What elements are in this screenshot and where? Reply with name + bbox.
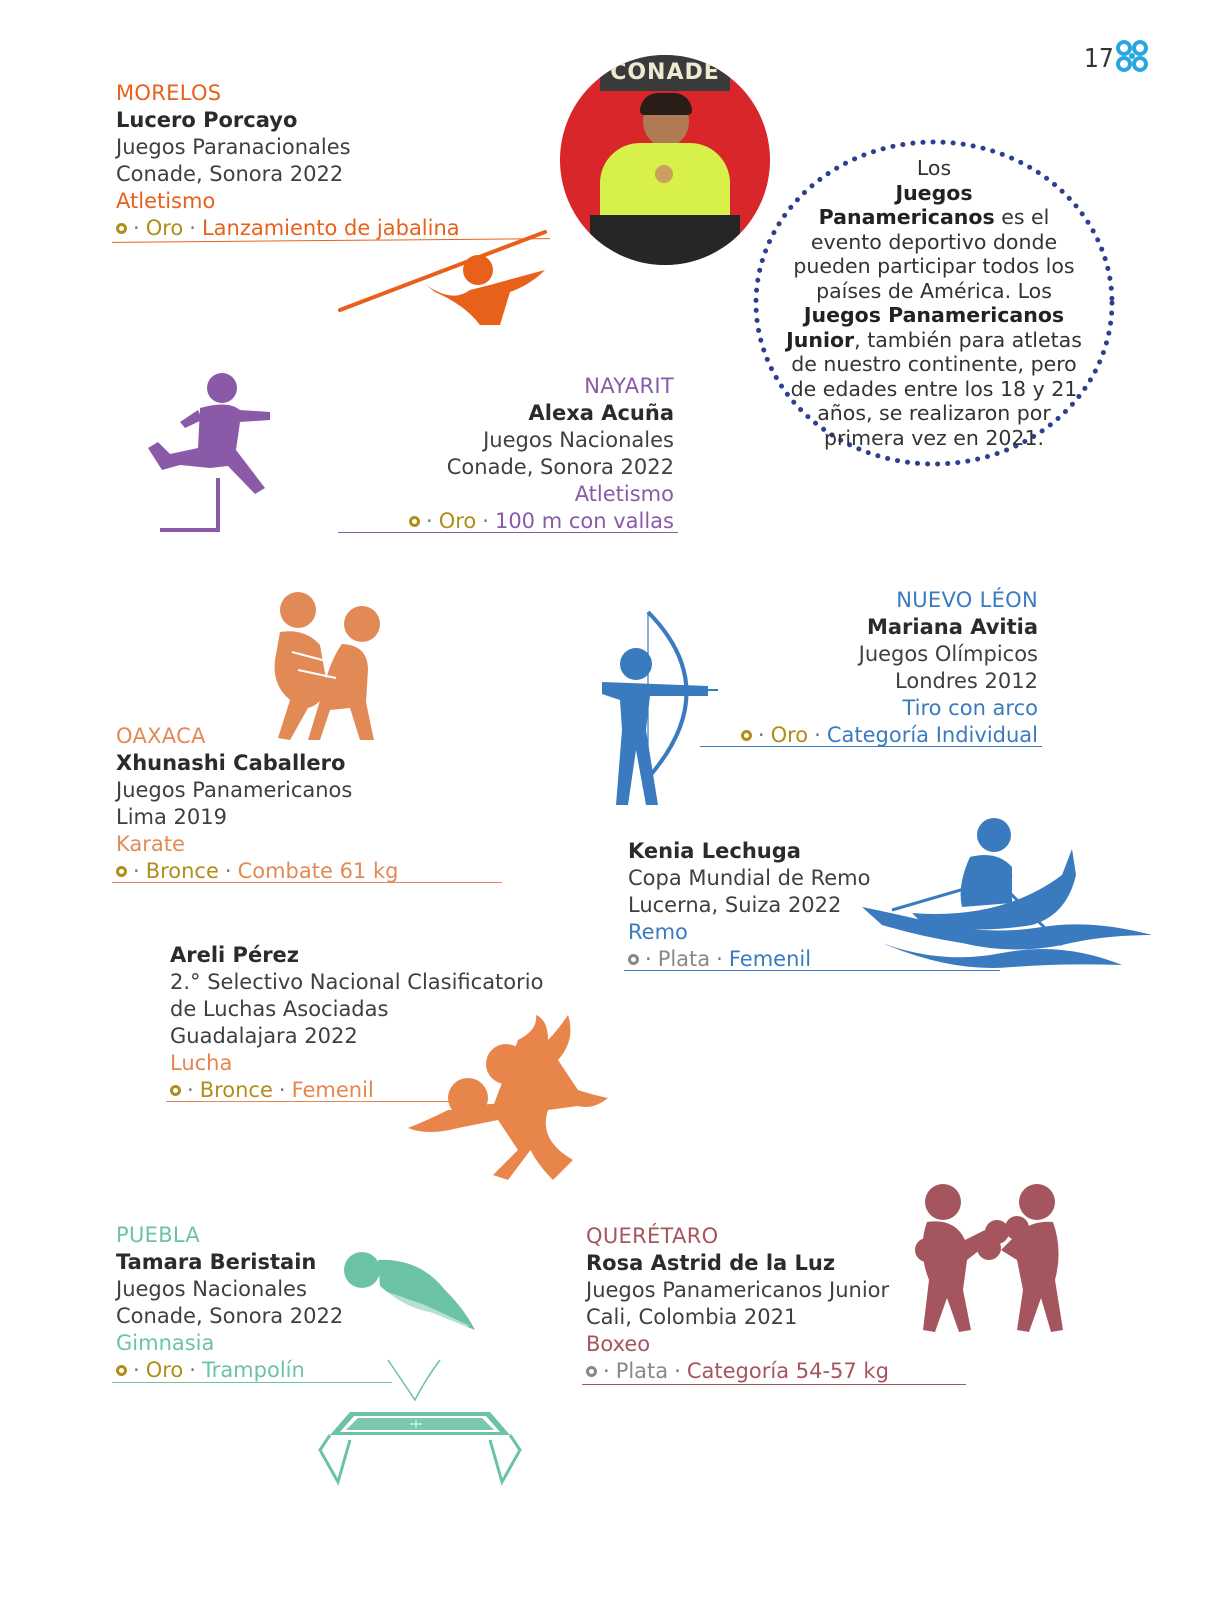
category-label: Categoría Individual bbox=[826, 723, 1038, 747]
sport-label: Karate bbox=[116, 832, 185, 856]
sport-label: Atletismo bbox=[116, 189, 216, 213]
athlete-name: Alexa Acuña bbox=[528, 401, 674, 425]
athlete-name: Lucero Porcayo bbox=[116, 108, 298, 132]
athlete-puebla: PUEBLA Tamara Beristain Juegos Nacionales Conade, Sonora 2022 Gimnasia · Oro · Trampolín bbox=[116, 1223, 344, 1382]
medal-label: Plata bbox=[657, 947, 711, 971]
category-label: Femenil bbox=[728, 947, 812, 971]
medal-label: Plata bbox=[615, 1359, 669, 1383]
medal-ring-icon bbox=[116, 866, 127, 877]
hurdles-icon bbox=[140, 370, 280, 535]
state-label: OAXACA bbox=[116, 724, 206, 748]
event-line-2: Londres 2012 bbox=[895, 669, 1038, 693]
javelin-icon bbox=[340, 230, 560, 330]
divider bbox=[624, 970, 1000, 971]
divider bbox=[112, 882, 502, 883]
divider bbox=[700, 746, 1042, 747]
medal-label: Oro bbox=[770, 723, 809, 747]
athlete-nuevo-leon: NUEVO LÉON Mariana Avitia Juegos Olímpicos Londres 2012 Tiro con arco · Oro · Categoría Individual bbox=[700, 587, 1038, 751]
state-label: NUEVO LÉON bbox=[896, 588, 1038, 612]
medal-label: Oro bbox=[438, 509, 477, 533]
callout-text-3: , también para atletas de nuestro continente, pero de edades entre los 18 y 21 años, se realizaron por primera vez en 2021. bbox=[790, 327, 1082, 450]
athlete-morelos: MORELOS Lucero Porcayo Juegos Paranacionales Conade, Sonora 2022 Atletismo · Oro · Lanzamiento de jabalina bbox=[116, 81, 460, 240]
athlete-lucha: Areli Pérez 2.° Selectivo Nacional Clasificatorio de Luchas Asociadas Guadalajara 2022 Lucha · Bronce · Femenil bbox=[170, 943, 544, 1102]
event-line-1: Juegos Nacionales bbox=[116, 1277, 307, 1301]
sport-label: Atletismo bbox=[574, 482, 674, 506]
event-line-1: Juegos Olímpicos bbox=[858, 642, 1038, 666]
event-line-2: Conade, Sonora 2022 bbox=[116, 162, 344, 186]
event-line-3: Guadalajara 2022 bbox=[170, 1024, 358, 1048]
athlete-queretaro: QUERÉTARO Rosa Astrid de la Luz Juegos Panamericanos Junior Cali, Colombia 2021 Boxeo · Plata · Categoría 54-57 kg bbox=[586, 1224, 890, 1383]
photo-medal bbox=[655, 165, 673, 183]
state-label: QUERÉTARO bbox=[586, 1224, 719, 1248]
event-line-1: Juegos Panamericanos Junior bbox=[586, 1278, 890, 1302]
medal-label: Bronce bbox=[199, 1078, 273, 1102]
state-label: PUEBLA bbox=[116, 1223, 201, 1247]
sport-label: Gimnasia bbox=[116, 1331, 215, 1355]
event-line-1: Juegos Paranacionales bbox=[116, 135, 351, 159]
photo-banner: CONADE bbox=[600, 55, 730, 91]
event-line-2: Conade, Sonora 2022 bbox=[116, 1304, 344, 1328]
rowing-icon bbox=[862, 815, 1154, 970]
category-label: Trampolín bbox=[201, 1358, 305, 1382]
sport-label: Lucha bbox=[170, 1051, 233, 1075]
sport-label: Boxeo bbox=[586, 1332, 651, 1356]
state-label: NAYARIT bbox=[584, 374, 674, 398]
medal-ring-icon bbox=[586, 1366, 597, 1377]
photo-wheelchair bbox=[590, 215, 740, 265]
info-callout bbox=[752, 138, 1116, 468]
athlete-remo: Kenia Lechuga Copa Mundial de Remo Lucerna, Suiza 2022 Remo · Plata · Femenil bbox=[628, 839, 871, 971]
callout-bold-2: Panamericanos bbox=[818, 205, 995, 229]
medal-label: Bronce bbox=[145, 859, 219, 883]
category-label: Lanzamiento de jabalina bbox=[201, 216, 460, 240]
medal-ring-icon bbox=[409, 516, 420, 527]
karate-icon bbox=[250, 590, 390, 745]
page-number: 17 bbox=[1084, 44, 1114, 74]
callout-text-1: Los bbox=[916, 156, 952, 180]
athlete-photo bbox=[560, 55, 770, 265]
boxing-icon bbox=[905, 1180, 1070, 1340]
medal-label: Oro bbox=[145, 216, 184, 240]
athlete-name: Areli Pérez bbox=[170, 943, 300, 967]
photo-hair bbox=[640, 93, 692, 115]
event-line-1: Juegos Panamericanos bbox=[116, 778, 353, 802]
conade-logo-icon bbox=[1114, 38, 1150, 74]
callout-text-2: es el evento deportivo donde pueden participar todos los países de América. Los bbox=[793, 205, 1075, 303]
event-line-2: Lucerna, Suiza 2022 bbox=[628, 893, 842, 917]
medal-ring-icon bbox=[628, 954, 639, 965]
callout-bold-1: Juegos bbox=[895, 180, 973, 205]
event-line-2: de Luchas Asociadas bbox=[170, 997, 389, 1021]
category-label: 100 m con vallas bbox=[494, 509, 674, 533]
divider bbox=[338, 532, 678, 533]
event-line-1: Copa Mundial de Remo bbox=[628, 866, 871, 890]
event-line-1: 2.° Selectivo Nacional Clasificatorio bbox=[170, 970, 544, 994]
event-line-2: Conade, Sonora 2022 bbox=[446, 455, 674, 479]
wrestling-icon bbox=[408, 1010, 613, 1185]
medal-ring-icon bbox=[116, 1365, 127, 1376]
athlete-name: Kenia Lechuga bbox=[628, 839, 801, 863]
category-label: Categoría 54-57 kg bbox=[686, 1359, 889, 1383]
sport-label: Remo bbox=[628, 920, 688, 944]
event-line-1: Juegos Nacionales bbox=[483, 428, 674, 452]
athlete-oaxaca: OAXACA Xhunashi Caballero Juegos Panamericanos Lima 2019 Karate · Bronce · Combate 61 kg bbox=[116, 724, 399, 883]
callout-bold-3: Juegos Panamericanos Junior bbox=[786, 303, 1065, 352]
medal-label: Oro bbox=[145, 1358, 184, 1382]
category-label: Femenil bbox=[291, 1078, 374, 1102]
medal-ring-icon bbox=[116, 223, 127, 234]
category-label: Combate 61 kg bbox=[237, 859, 399, 883]
trampoline-icon bbox=[310, 1250, 525, 1485]
event-line-2: Lima 2019 bbox=[116, 805, 227, 829]
medal-ring-icon bbox=[741, 730, 752, 741]
state-label: MORELOS bbox=[116, 81, 222, 105]
athlete-nayarit: NAYARIT Alexa Acuña Juegos Nacionales Conade, Sonora 2022 Atletismo · Oro · 100 m con vallas bbox=[340, 373, 674, 537]
medal-ring-icon bbox=[170, 1085, 181, 1096]
sport-label: Tiro con arco bbox=[902, 696, 1038, 720]
athlete-name: Tamara Beristain bbox=[116, 1250, 317, 1274]
athlete-name: Rosa Astrid de la Luz bbox=[586, 1251, 836, 1275]
athlete-name: Mariana Avitia bbox=[866, 615, 1038, 639]
event-line-2: Cali, Colombia 2021 bbox=[586, 1305, 798, 1329]
divider bbox=[582, 1384, 966, 1385]
athlete-name: Xhunashi Caballero bbox=[116, 751, 346, 775]
